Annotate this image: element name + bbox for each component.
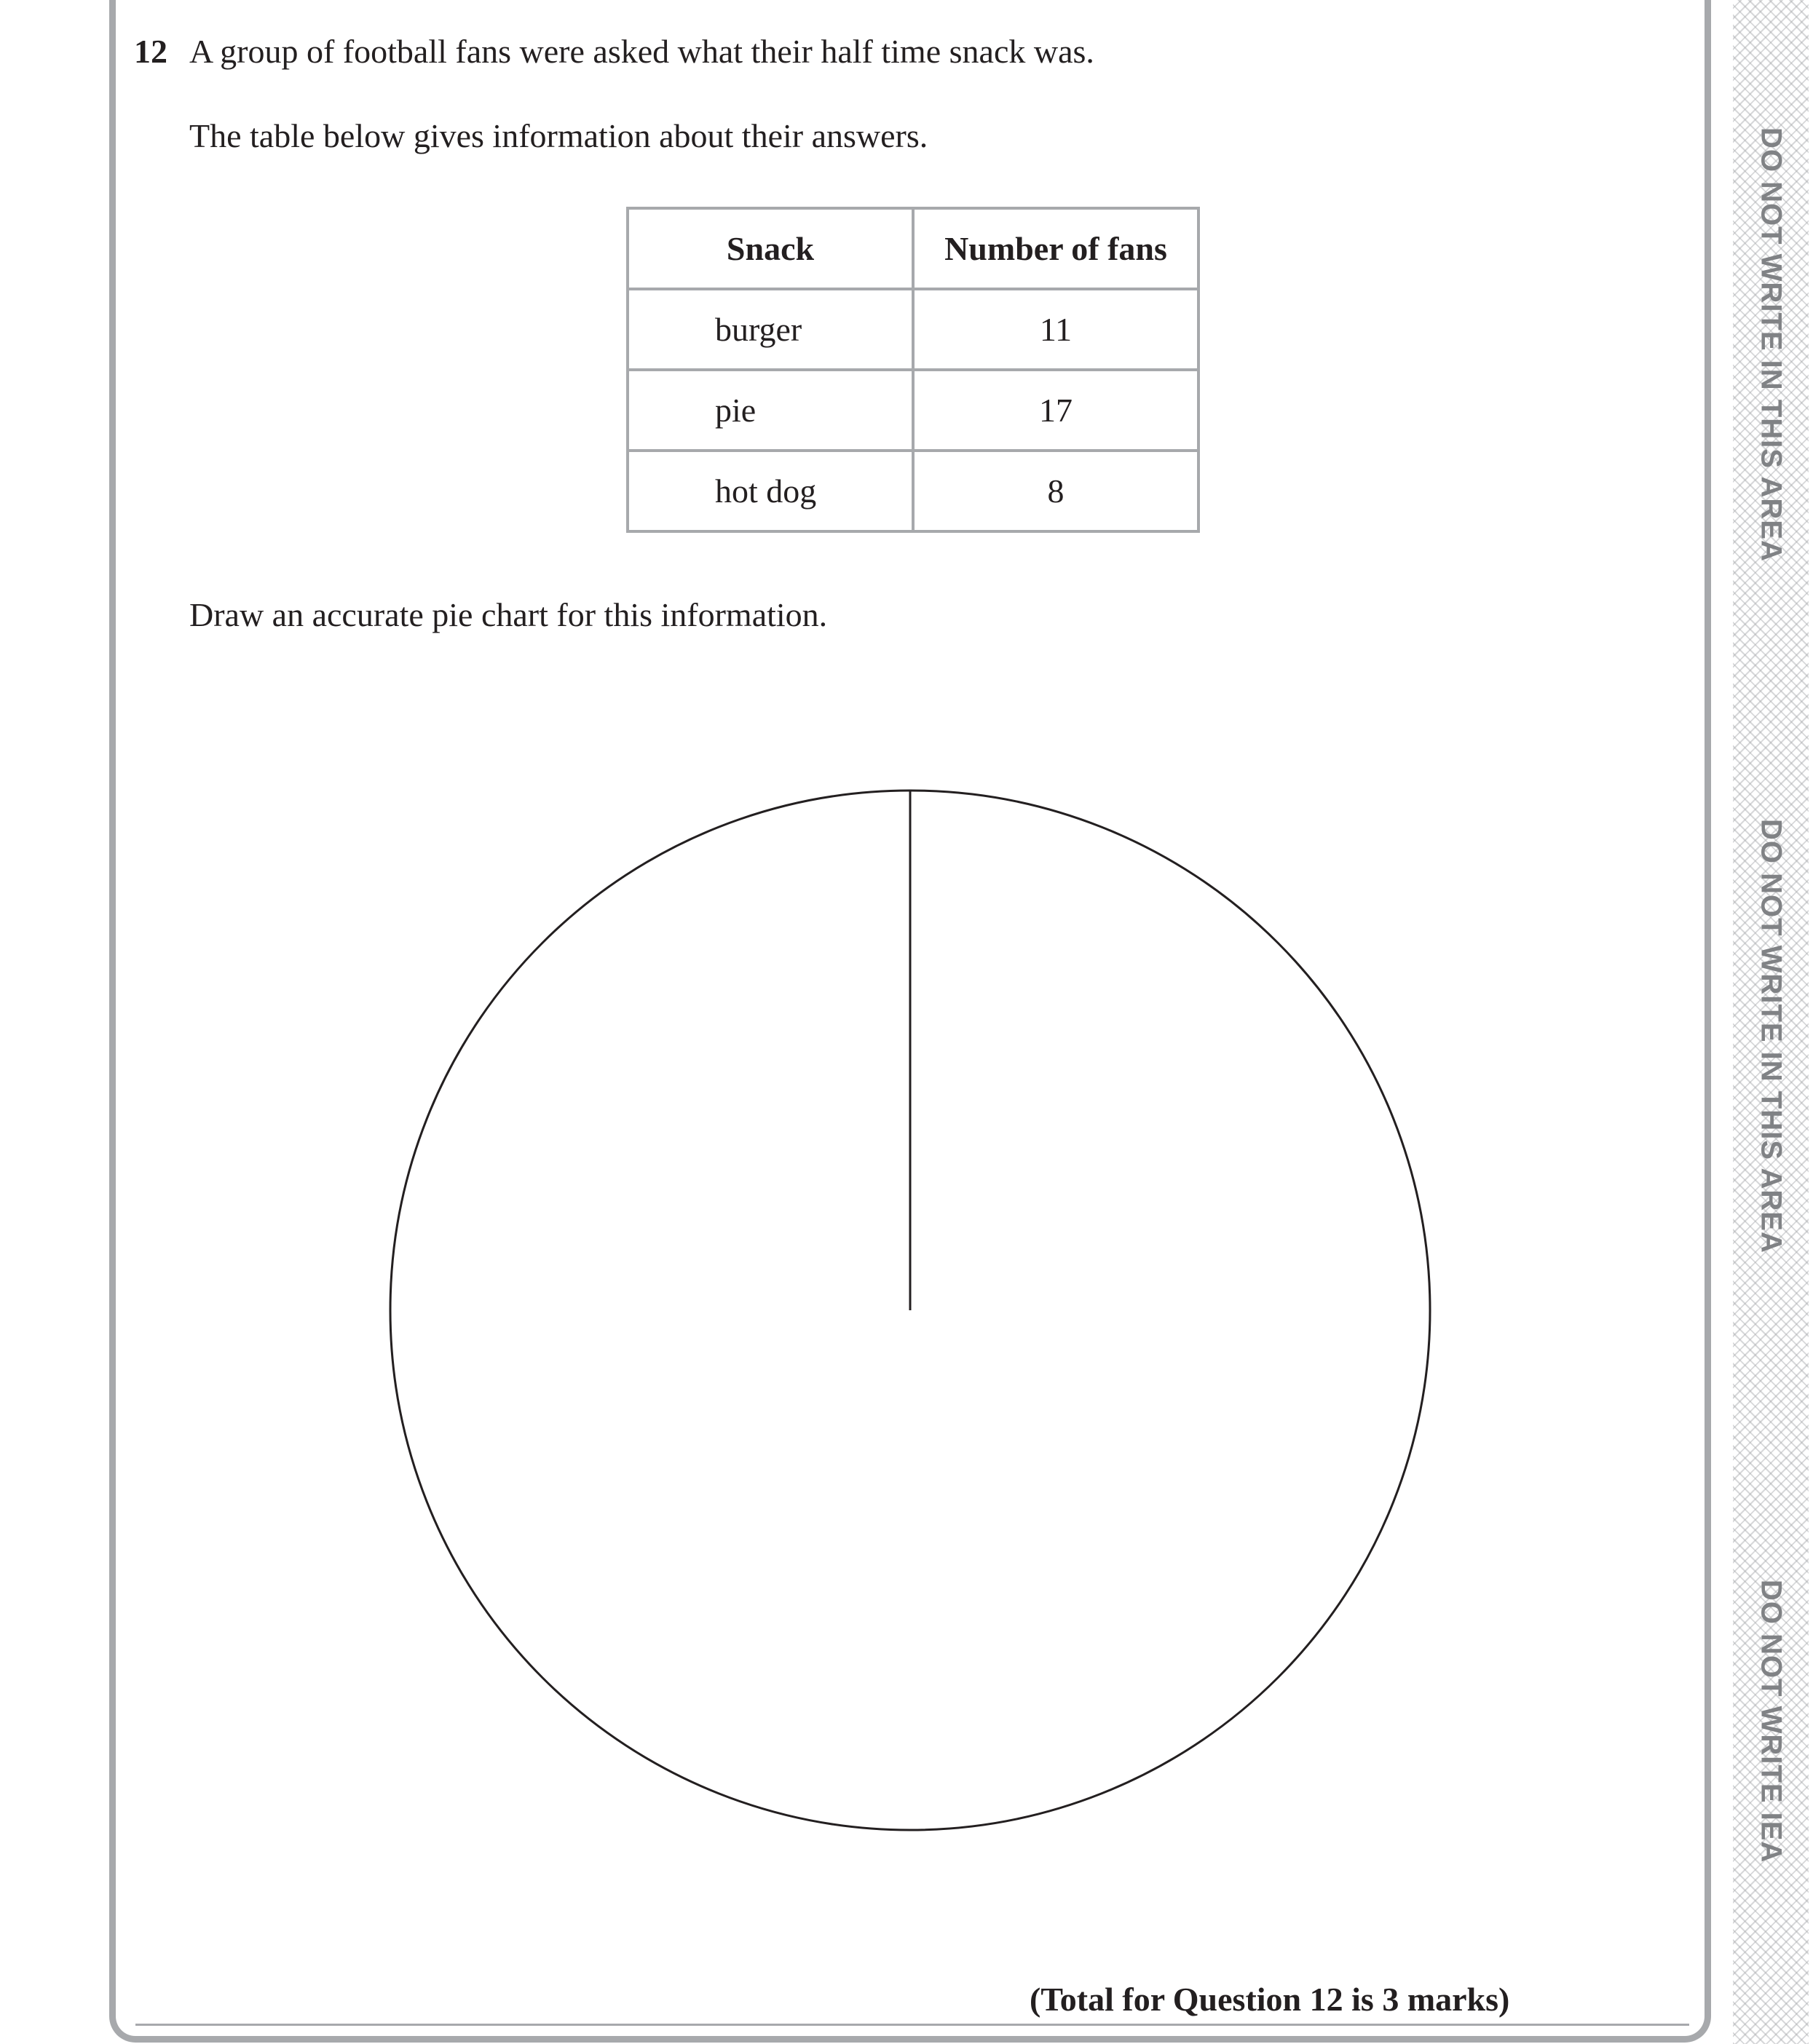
table-row bbox=[628, 289, 1198, 370]
margin-warning-label: DO NOT WRITE IEA bbox=[1755, 1580, 1788, 1863]
table-row bbox=[628, 370, 1198, 451]
pie-chart-answer-area[interactable] bbox=[379, 779, 1442, 1842]
table-cell-fans: 8 bbox=[913, 451, 1198, 531]
table-cell-snack: hot dog bbox=[628, 451, 913, 531]
question-number: 12 bbox=[134, 33, 167, 70]
margin-warning-label: DO NOT WRITE IN THIS AREA bbox=[1755, 819, 1788, 1253]
table-cell-fans: 17 bbox=[913, 370, 1198, 451]
table-header-snack: Snack bbox=[628, 208, 913, 289]
margin-warning-label: DO NOT WRITE IN THIS AREA bbox=[1755, 127, 1788, 562]
question-instruction: Draw an accurate pie chart for this information. bbox=[189, 596, 828, 633]
table-cell-snack: burger bbox=[628, 289, 913, 370]
snack-table bbox=[626, 207, 1200, 533]
table-cell-snack: pie bbox=[628, 370, 913, 451]
table-header-fans: Number of fans bbox=[913, 208, 1198, 289]
table-row bbox=[628, 451, 1198, 531]
table-cell-fans: 11 bbox=[913, 289, 1198, 370]
question-subtext: The table below gives information about their answers. bbox=[189, 117, 928, 154]
question-total: (Total for Question 12 is 3 marks) bbox=[1030, 1981, 1510, 2018]
bottom-divider bbox=[135, 2024, 1689, 2026]
question-text: A group of football fans were asked what their half time snack was. bbox=[189, 33, 1094, 70]
table-header-row bbox=[628, 208, 1198, 289]
